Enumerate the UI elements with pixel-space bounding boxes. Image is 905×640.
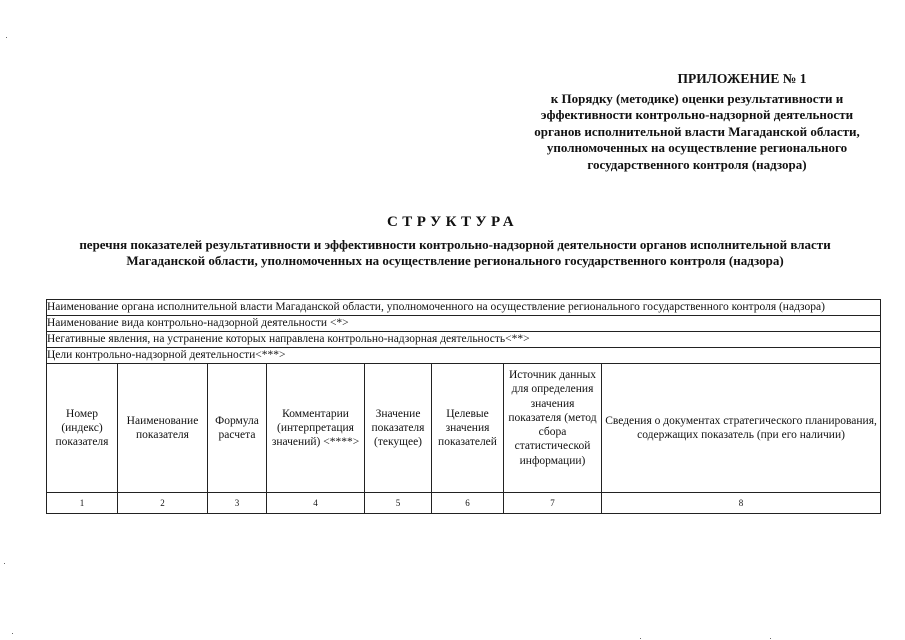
scan-speck — [640, 638, 641, 639]
column-numbers-row — [47, 493, 881, 514]
column-header: Формула расчета — [208, 364, 267, 493]
negative-phenomena-row: Негативные явления, на устранение которых направлена контрольно-надзорная деятельность<**> — [47, 332, 881, 348]
table-row — [47, 348, 881, 364]
column-number: 8 — [602, 493, 881, 514]
column-number: 4 — [267, 493, 365, 514]
scan-speck — [12, 633, 13, 634]
goals-row: Цели контрольно-надзорной деятельности<***> — [47, 348, 881, 364]
column-number: 2 — [118, 493, 208, 514]
document-subtitle: перечня показателей результативности и эффективности контрольно-надзорной деятельности органов исполнительной власти Магаданской области, уполномоченных на осуществление регионального государственного контроля (надзора) — [79, 237, 831, 269]
column-header: Сведения о документах стратегического планирования, содержащих показатель (при его наличии) — [602, 364, 881, 493]
column-number: 6 — [432, 493, 504, 514]
column-header: Номер (индекс) показателя — [47, 364, 118, 493]
appendix-block — [532, 70, 862, 173]
column-header: Комментарии (интерпретация значений) <****> — [267, 364, 365, 493]
column-header: Источник данных для определения значения показателя (метод сбора статистической информации) — [504, 364, 602, 493]
column-number: 3 — [208, 493, 267, 514]
column-header: Наименование показателя — [118, 364, 208, 493]
scan-speck — [770, 638, 771, 639]
column-header: Целевые значения показателей — [432, 364, 504, 493]
column-number: 5 — [365, 493, 432, 514]
scan-speck — [6, 37, 7, 38]
authority-name-row: Наименование органа исполнительной власти Магаданской области, уполномоченного на осуществление регионального государственного контроля (надзора) — [47, 300, 881, 316]
appendix-reference: к Порядку (методике) оценки результативности и эффективности контрольно-надзорной деятельности органов исполнительной власти Магаданской области, уполномоченных на осуществление регионального государственного контроля (надзора) — [534, 91, 860, 172]
structure-table — [46, 299, 881, 514]
column-number: 1 — [47, 493, 118, 514]
table-row — [47, 316, 881, 332]
column-number: 7 — [504, 493, 602, 514]
table-row — [47, 300, 881, 316]
appendix-number: ПРИЛОЖЕНИЕ № 1 — [677, 71, 807, 86]
column-header: Значение показателя (текущее) — [365, 364, 432, 493]
table-row — [47, 332, 881, 348]
table-header-row — [47, 364, 881, 493]
scan-speck — [4, 563, 5, 564]
document-title: СТРУКТУРА — [386, 214, 519, 230]
activity-type-row: Наименование вида контрольно-надзорной деятельности <*> — [47, 316, 881, 332]
